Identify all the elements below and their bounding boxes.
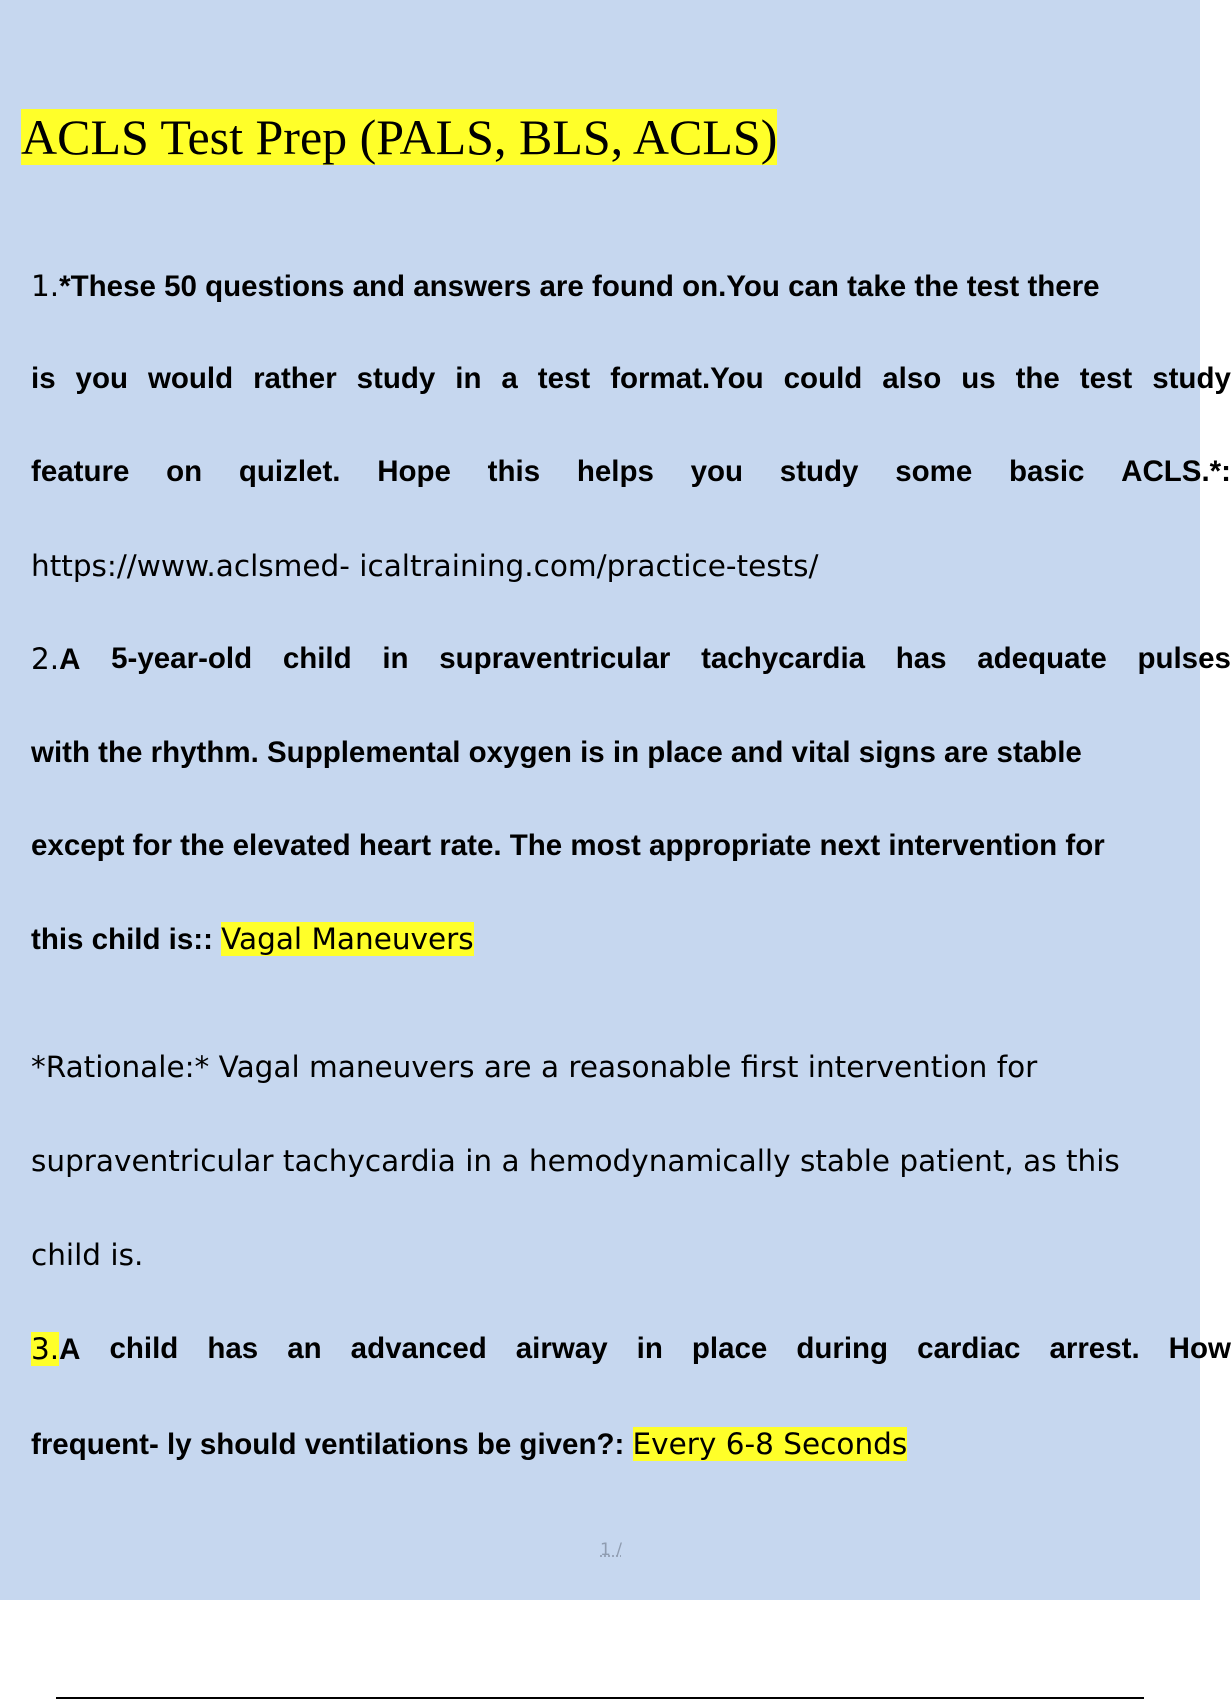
word: study	[779, 455, 859, 488]
q1-line-1	[31, 266, 1100, 307]
q2-rationale-1: *Rationale:* Vagal maneuvers are a reasonable first intervention for	[31, 1050, 1038, 1084]
word: format.You	[610, 362, 764, 395]
word: feature	[31, 455, 130, 488]
word: tachycardia	[701, 642, 866, 675]
word: child	[282, 642, 352, 675]
word: advanced	[350, 1332, 487, 1365]
word: in	[636, 1332, 663, 1365]
word: during	[796, 1332, 889, 1365]
q2-prefix: this child is::	[31, 923, 222, 956]
q1-number: 1.	[31, 269, 60, 303]
word: airway	[515, 1332, 608, 1365]
q2-line-1	[31, 639, 1231, 680]
q2-answer: Vagal Maneuvers	[221, 922, 474, 956]
word: helps	[576, 455, 654, 488]
q2-line-3: except for the elevated heart rate. The most appropriate next intervention for	[31, 829, 1105, 862]
q3-line-2	[31, 1424, 907, 1465]
question-number: 2.	[31, 642, 60, 676]
word: a	[501, 362, 518, 395]
q1-url: https://www.aclsmed- icaltraining.com/practice-tests/	[31, 549, 819, 583]
word: 5-year-old	[111, 642, 253, 675]
page-divider-rule	[56, 1697, 1144, 1699]
q1-text-1: *These 50 questions and answers are found on.You can take the test there	[59, 270, 1100, 303]
word: How	[1168, 1332, 1231, 1365]
word: in	[455, 362, 482, 395]
word: has	[895, 642, 947, 675]
q2-line-2: with the rhythm. Supplemental oxygen is in place and vital signs are stable	[31, 736, 1082, 769]
word: rather	[253, 362, 337, 395]
word: 2.A	[31, 642, 81, 676]
q3-prefix: frequent- ly should ventilations be given?:	[31, 1428, 633, 1461]
word: also	[882, 362, 942, 395]
q2-line-4	[31, 919, 474, 960]
title-highlight: ACLS Test Prep (PALS, BLS, ACLS)	[21, 109, 778, 165]
word: cardiac	[917, 1332, 1021, 1365]
word: ACLS.*:	[1121, 455, 1231, 488]
word: you	[690, 455, 744, 488]
word: place	[691, 1332, 768, 1365]
word: test	[1079, 362, 1133, 395]
word: is	[31, 362, 56, 395]
word: basic	[1008, 455, 1085, 488]
word: study	[356, 362, 436, 395]
word: 3.A	[31, 1332, 81, 1366]
word: test	[537, 362, 591, 395]
word: child	[109, 1332, 179, 1365]
word: the	[1015, 362, 1060, 395]
word: Hope	[377, 455, 451, 488]
word: an	[287, 1332, 322, 1365]
word: in	[382, 642, 409, 675]
q1-line-3	[31, 452, 1231, 492]
word: arrest.	[1049, 1332, 1140, 1365]
question-number: 3.	[31, 1332, 60, 1366]
word: on	[166, 455, 203, 488]
word: you	[75, 362, 128, 395]
word: some	[895, 455, 973, 488]
word: would	[147, 362, 234, 395]
word: this	[487, 455, 541, 488]
page-number: 1 /	[600, 1540, 622, 1560]
word: could	[783, 362, 863, 395]
q1-line-2	[31, 359, 1231, 399]
word: pulses	[1137, 642, 1231, 675]
word: has	[207, 1332, 259, 1365]
word: supraventricular	[439, 642, 671, 675]
q2-rationale-2: supraventricular tachycardia in a hemodynamically stable patient, as this	[31, 1144, 1120, 1178]
word: us	[961, 362, 996, 395]
word: quizlet.	[238, 455, 341, 488]
q3-answer: Every 6-8 Seconds	[632, 1427, 908, 1461]
q3-line-1	[31, 1329, 1231, 1370]
word: adequate	[977, 642, 1107, 675]
document-title	[21, 108, 777, 166]
word: study	[1152, 362, 1231, 395]
q2-rationale-3: child is.	[31, 1238, 144, 1272]
